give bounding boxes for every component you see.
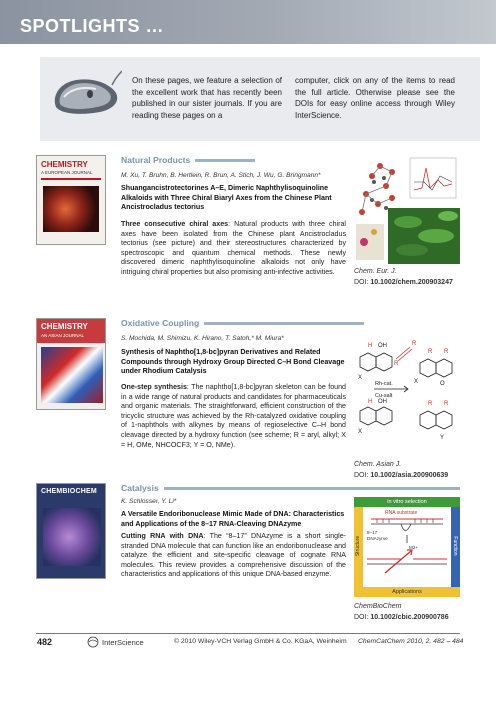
rna-substrate-label: RNA substrate xyxy=(385,510,418,516)
journal-name: Chem. Asian J. xyxy=(354,461,402,468)
article-authors: M. Xu, T. Bruhn, B. Hertlein, R. Brun, A. Stich, J. Wu, G. Bringmann* xyxy=(121,172,321,179)
cover-image xyxy=(41,347,103,403)
section-catalysis: Catalysis xyxy=(121,483,460,493)
dnazyme-figure xyxy=(354,497,460,597)
article-summary: Cutting RNA with DNA: The “8–17” DNAzyme is a short single-stranded DNA molecule that can function like an endoribonuclease and catalyze the efficient and site-specific cleavage of cognate RNA molecules. This review provides a comprehensive discussion of the characteristics and applications of this unique DNA-based enzyme. xyxy=(121,532,347,579)
svg-text:X: X xyxy=(358,429,363,435)
journal-cover-chembiochem[interactable] xyxy=(36,483,106,579)
journal-name: Chem. Eur. J. xyxy=(354,268,397,275)
article-title[interactable]: Synthesis of Naphtho[1,8-bc]pyran Derivatives and Related Compounds through Hydroxy Group Directed C–H Bond Cleavage under Rhodium Catalysis xyxy=(121,348,345,375)
svg-text:R: R xyxy=(444,349,449,355)
svg-text:OH: OH xyxy=(378,399,387,405)
cover-subtitle: A EUROPEAN JOURNAL xyxy=(41,170,93,175)
molecule-plant-figure xyxy=(352,152,462,264)
journal-name: ChemBioChem xyxy=(354,603,402,610)
figure-left-band: Structure xyxy=(355,535,361,557)
cover-subtitle: AN ASIAN JOURNAL xyxy=(41,333,85,338)
section-natural-products: Natural Products xyxy=(121,155,255,165)
footer-rule xyxy=(36,633,460,634)
copyright: © 2010 Wiley-VCH Verlag GmbH & Co. KGaA, Weinheim xyxy=(174,638,347,645)
section-oxidative-coupling: Oxidative Coupling xyxy=(121,318,364,328)
article-title[interactable]: A Versatile Endoribonuclease Mimic Made of DNA: Characteristics and Applications of the 8–17 RNA-Cleaving DNAzyme xyxy=(121,510,345,528)
svg-text:Y: Y xyxy=(440,435,445,441)
figure-bottom-band: Applications xyxy=(354,587,460,597)
svg-text:H: H xyxy=(368,343,373,349)
article-authors: K. Schlosser, Y. Li* xyxy=(121,498,177,505)
metal-label: M2+ xyxy=(409,545,419,550)
doi-link[interactable]: DOI: 10.1002/cbic.200900786 xyxy=(354,614,449,621)
svg-text:Cu-salt: Cu-salt xyxy=(375,393,393,399)
cover-image xyxy=(43,186,99,232)
cover-title: CHEMISTRY xyxy=(41,322,88,331)
article-title[interactable]: Shuangancistrotectorines A–E, Dimeric Naphthylisoquinoline Alkaloids with Three Chiral Biaryl Axes from the Chinese Plant Ancistrocladus tectorius xyxy=(121,184,332,211)
cover-title: CHEMBIOCHEM xyxy=(41,488,97,495)
page-number: 482 xyxy=(37,637,53,647)
page-title: SPOTLIGHTS … xyxy=(20,16,165,36)
interscience-logo[interactable]: InterScience xyxy=(86,636,144,648)
figure-right-band: Function xyxy=(452,536,458,556)
cover-title: CHEMISTRY xyxy=(41,160,88,169)
dnazyme-label: 8–17 DNAzyme xyxy=(367,530,388,541)
journal-cover-chem-eur[interactable] xyxy=(36,155,106,245)
svg-text:R: R xyxy=(428,401,433,407)
doi-link[interactable]: DOI: 10.1002/chem.200903247 xyxy=(354,279,453,286)
computer-mouse-icon xyxy=(50,67,122,121)
reaction-scheme-figure xyxy=(354,335,462,450)
svg-text:R: R xyxy=(444,401,449,407)
svg-text:Rh-cat.: Rh-cat. xyxy=(375,381,393,387)
page-header xyxy=(0,0,496,44)
svg-text:X: X xyxy=(358,375,363,381)
figure-top-band: in vitro selection xyxy=(354,497,460,507)
cover-image xyxy=(43,508,101,566)
intro-text-col2: computer, click on any of the items to read the full article. Otherwise please see the DOIs for easy online access through Wiley InterScience. xyxy=(295,76,455,121)
svg-text:O: O xyxy=(440,381,445,387)
svg-text:X: X xyxy=(414,379,419,385)
journal-cover-chem-asian[interactable] xyxy=(36,318,106,410)
doi-link[interactable]: DOI: 10.1002/asia.200900639 xyxy=(354,472,449,479)
svg-text:R: R xyxy=(428,349,433,355)
wiley-logo-icon xyxy=(86,636,100,648)
svg-text:R: R xyxy=(394,361,399,367)
article-summary: Three consecutive chiral axes: Natural products with three chiral axes have been isolated from the Chinese plant Ancistrocladus tectorius (see picture) and their stereostructures characterized by spectroscopic and quantum chemical methods. These newly discovered dimeric naphthylisoquinoline alkaloids not only have intriguing chiral properties but also promising anti-infective activities. xyxy=(121,220,346,276)
article-summary: One-step synthesis: The naphtho[1,8-bc]pyran skeleton can be found in a wide range of natural products and candidates for pharmaceuticals and organic materials. The straightforward, efficient construction of the tricyclic structure was achieved by the Rh-catalyzed oxidative coupling of 1-naphthols with alkynes by means of regioselective C–H bond cleavage directed by a hydroxy function (see scheme; R = aryl, alkyl; X = H, OMe, NHCOCF3; Y = O, NMe). xyxy=(121,383,346,449)
article-authors: S. Mochida, M. Shimizu, K. Hirano, T. Satoh,* M. Miura* xyxy=(121,335,284,342)
svg-text:OH: OH xyxy=(378,343,387,349)
intro-box xyxy=(40,57,480,141)
citation: ChemCatChem 2010, 2, 482 – 484 xyxy=(358,638,464,645)
svg-text:H: H xyxy=(368,399,373,405)
svg-text:R: R xyxy=(412,341,417,347)
intro-text-col1: On these pages, we feature a selection of the excellent work that has recently been published in our sister journals. If you are reading these pages on a xyxy=(132,76,282,121)
